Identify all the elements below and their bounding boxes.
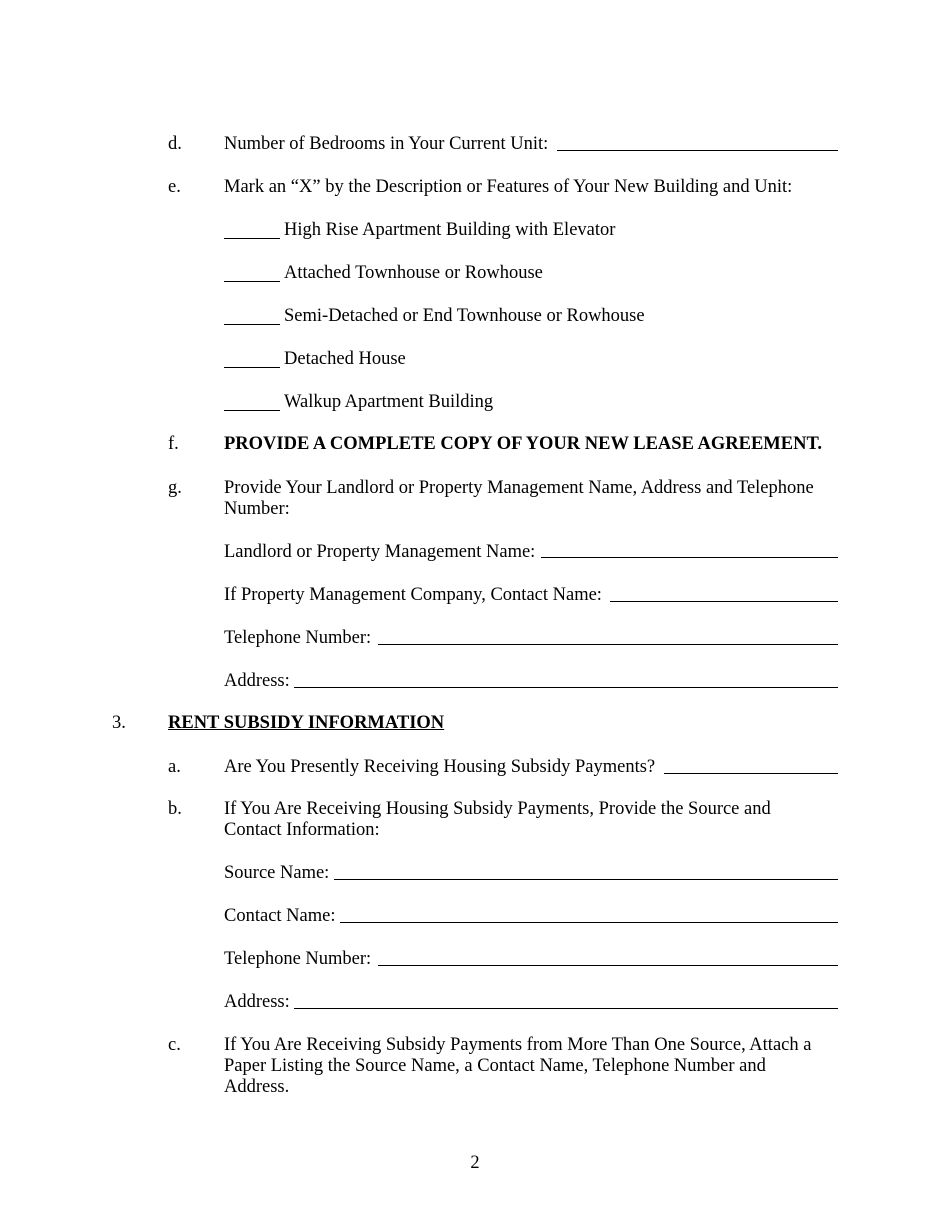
- page-number: 2: [470, 1153, 480, 1173]
- item-3a-text: Are You Presently Receiving Housing Subsidy Payments?: [224, 757, 656, 777]
- subsidy-contact-name-field[interactable]: [340, 922, 838, 923]
- option-walkup: Walkup Apartment Building: [284, 392, 494, 412]
- landlord-address-field[interactable]: [294, 687, 838, 688]
- source-name-field[interactable]: [334, 879, 838, 880]
- mgmt-contact-name-label: If Property Management Company, Contact Name:: [224, 585, 602, 605]
- landlord-name-label: Landlord or Property Management Name:: [224, 542, 536, 562]
- item-3c-text-line2: Paper Listing the Source Name, a Contact Name, Telephone Number and: [224, 1056, 766, 1076]
- landlord-name-field[interactable]: [541, 557, 838, 558]
- item-3c-text-line3: Address.: [224, 1077, 290, 1097]
- landlord-address-label: Address:: [224, 671, 290, 691]
- item-3c-label: c.: [168, 1035, 181, 1055]
- subsidy-address-field[interactable]: [294, 1008, 838, 1009]
- option-semi-detached: Semi-Detached or End Townhouse or Rowhouse: [284, 306, 645, 326]
- option-blank-semi-detached[interactable]: [224, 324, 280, 325]
- item-f-label: f.: [168, 434, 179, 454]
- item-3b-label: b.: [168, 799, 182, 819]
- landlord-telephone-label: Telephone Number:: [224, 628, 372, 648]
- subsidy-receiving-field[interactable]: [664, 773, 838, 774]
- section-3-number: 3.: [112, 713, 126, 733]
- item-3c-text-line1: If You Are Receiving Subsidy Payments from More Than One Source, Attach a: [224, 1035, 812, 1055]
- option-high-rise: High Rise Apartment Building with Elevator: [284, 220, 616, 240]
- source-name-label: Source Name:: [224, 863, 330, 883]
- item-3b-text-line2: Contact Information:: [224, 820, 380, 840]
- subsidy-telephone-field[interactable]: [378, 965, 838, 966]
- option-blank-walkup[interactable]: [224, 410, 280, 411]
- item-d-label: d.: [168, 134, 182, 154]
- option-blank-attached-townhouse[interactable]: [224, 281, 280, 282]
- option-detached-house: Detached House: [284, 349, 406, 369]
- item-g-text-line2: Number:: [224, 499, 290, 519]
- subsidy-contact-name-label: Contact Name:: [224, 906, 336, 926]
- subsidy-telephone-label: Telephone Number:: [224, 949, 372, 969]
- item-e-label: e.: [168, 177, 181, 197]
- option-attached-townhouse: Attached Townhouse or Rowhouse: [284, 263, 543, 283]
- item-f-text: PROVIDE A COMPLETE COPY OF YOUR NEW LEASE AGREEMENT.: [224, 434, 823, 454]
- item-3a-label: a.: [168, 757, 181, 777]
- option-blank-high-rise[interactable]: [224, 238, 280, 239]
- landlord-telephone-field[interactable]: [378, 644, 838, 645]
- bedrooms-field[interactable]: [557, 150, 838, 151]
- item-d-text: Number of Bedrooms in Your Current Unit:: [224, 134, 549, 154]
- item-g-label: g.: [168, 478, 182, 498]
- subsidy-address-label: Address:: [224, 992, 290, 1012]
- option-blank-detached-house[interactable]: [224, 367, 280, 368]
- item-3b-text-line1: If You Are Receiving Housing Subsidy Payments, Provide the Source and: [224, 799, 771, 819]
- mgmt-contact-name-field[interactable]: [610, 601, 838, 602]
- item-e-text: Mark an “X” by the Description or Features of Your New Building and Unit:: [224, 177, 793, 197]
- section-3-title: RENT SUBSIDY INFORMATION: [168, 713, 445, 733]
- item-g-text-line1: Provide Your Landlord or Property Management Name, Address and Telephone: [224, 478, 814, 498]
